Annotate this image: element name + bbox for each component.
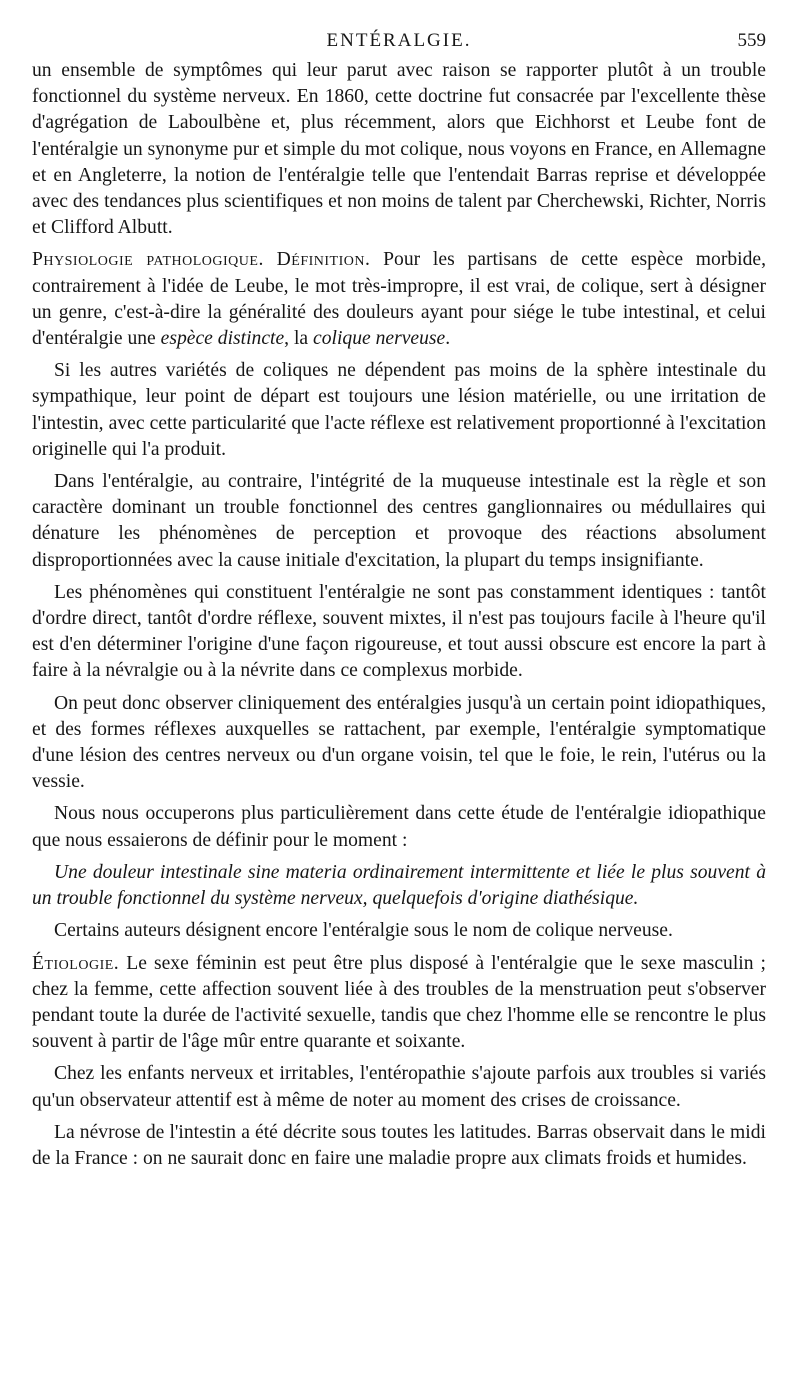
body-text	[32, 58, 766, 1178]
paragraph-physiologie	[32, 247, 766, 352]
emphasis-text: espèce distincte	[160, 328, 285, 350]
emphasis-text: colique nerveuse	[313, 328, 446, 350]
paragraph-continuation: un ensemble de symptômes qui leur parut avec raison se rapporter plutôt à un trouble fonctionnel du système nerveux. En 1860, cette doctrine fut consacrée par l'excellente thèse d'agrégation de Laboulbène et, plus récemment, alors que Eichhorst et Leube font de l'entéralgie un synonyme pur et simple du mot colique, nous voyons en France, en Allemagne et en Angleterre, la notion de l'entéralgie telle que l'entendait Barras reprise et développée avec des tendances plus scientifiques et non moins de talent par Cherchewski, Richter, Norris et Clifford Albutt.	[32, 60, 766, 239]
paragraph-etiologie	[32, 951, 766, 1056]
paragraph: On peut donc observer cliniquement des entéralgies jusqu'à un certain point idiopathiques, et des formes réflexes auxquelles se rattachent, par exemple, l'entéralgie symptomatique d'une lésion des centres nerveux ou d'un organe voisin, tel que le foie, le rein, l'utérus ou la vessie.	[32, 692, 766, 793]
paragraph: Si les autres variétés de coliques ne dépendent pas moins de la sphère intestinale du sympathique, leur point de départ est toujours une lésion matérielle, ou une irritation de l'intestin, avec cette particularité que l'acte réflexe est relativement proportionné à l'excitation originelle qui l'a produit.	[32, 360, 766, 460]
paragraph: La névrose de l'intestin a été décrite sous toutes les latitudes. Barras observait dans le midi de la France : on ne saurait donc en faire une maladie propre aux climats froids et humides.	[32, 1121, 766, 1169]
paragraph: Certains auteurs désignent encore l'entéralgie sous le nom de colique nerveuse.	[54, 920, 673, 942]
paragraph-text: .	[445, 328, 451, 350]
paragraph-text: , la	[284, 328, 309, 350]
section-heading-physiologie: Physiologie pathologique.	[32, 249, 264, 271]
paragraph-text: Le sexe féminin est peut être plus disposé à l'entéralgie que le sexe masculin ; chez la femme, cette affection souvent liée à des troubles de la menstruation peut s'observer pendant toute la durée de l'activité sexuelle, tandis que chez l'homme elle se rencontre le plus souvent à partir de l'âge mûr entre quarante et soixante.	[32, 952, 766, 1053]
paragraph: Chez les enfants nerveux et irritables, l'entéropathie s'ajoute parfois aux troubles si variés qu'un observateur attentif est à même de noter au moment des crises de croissance.	[32, 1063, 766, 1111]
paragraph-text: Pour les partisans de cette espèce morbide, contrairement à l'idée de Leube, le mot très-impropre, il est vrai, de colique, sert à désigner un genre, c'est-à-dire la généralité des douleurs ayant pour siége le tube intestinal, et celui d'entéralgie une	[32, 249, 766, 350]
running-head	[32, 30, 766, 56]
paragraph: Nous nous occuperons plus particulièrement dans cette étude de l'entéralgie idiopathique que nous essaierons de définir pour le moment :	[32, 803, 766, 851]
paragraph: Dans l'entéralgie, au contraire, l'intégrité de la muqueuse intestinale est la règle et son caractère dominant un trouble fonctionnel des centres ganglionnaires ou médullaires qui dénature les phénomènes de perception et provoque des réactions absolument disproportionnées avec la cause initiale d'excitation, la plupart du temps insignifiante.	[32, 471, 766, 571]
page-number: 559	[737, 30, 766, 51]
paragraph: Les phénomènes qui constituent l'entéralgie ne sont pas constamment identiques : tantôt d'ordre direct, tantôt d'ordre réflexe, souvent mixtes, il n'est pas toujours facile à l'heure qu'il est d'en déterminer l'origine d'une façon rigoureuse, et tout aussi obscure est encore la part à faire à la névralgie ou à la névrite dans ce complexus morbide.	[32, 581, 766, 682]
section-heading-etiologie: Étiologie.	[32, 952, 120, 974]
section-heading-definition: Définition.	[276, 249, 371, 271]
running-title: ENTÉRALGIE.	[326, 30, 472, 51]
definition-paragraph: Une douleur intestinale sine materia ordinairement intermittente et liée le plus souvent à un trouble fonctionnel du système nerveux, quelquefois d'origine diathésique.	[32, 861, 766, 910]
